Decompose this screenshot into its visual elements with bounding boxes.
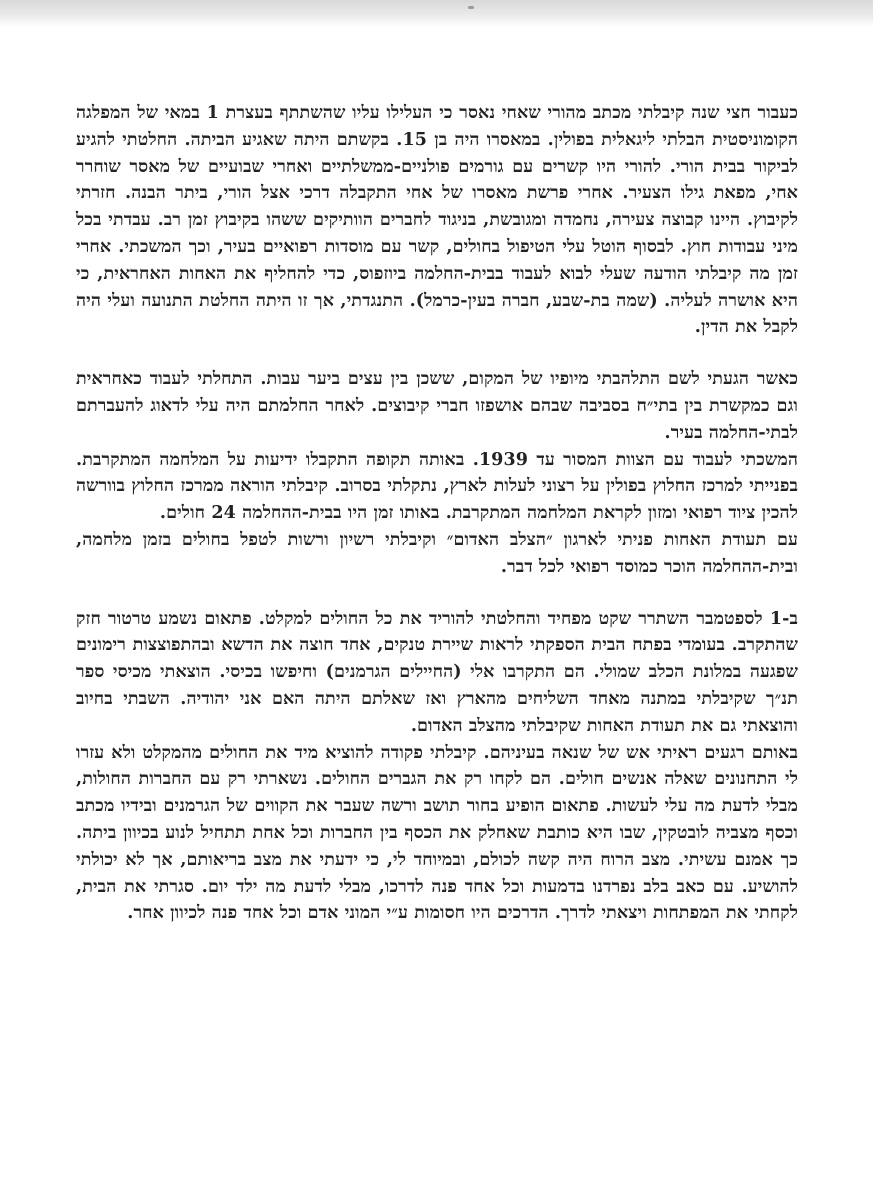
paragraph-war-approaching: המשכתי לעבוד עם הצוות המסור עד 1939. באותה תקופה התקבלו ידיעות על המלחמה המתקרבת. בפנייתי למרכז החלוץ בפולין על רצוני לעלות לארץ, נתקלתי בסרוב. קיבלתי הוראה ממרכז החלוץ בוורשה להכין ציוד רפואי ומזון לקראת המלחמה המתקרבת. באותו זמן היו בבית-ההחלמה 24 חולים.	[76, 449, 798, 524]
paragraph-brother-arrest: כעבור חצי שנה קיבלתי מכתב מהורי שאחי נאסר כי העלילו עליו שהשתתף בעצרת 1 במאי של המפלגה הקומוניסטית הבלתי ליגאלית בפולין. במאסרו היה בן 15. בקשתם היתה שאגיע הביתה. החלטתי להגיע לביקור בבית הורי. להורי היו קשרים עם גורמים פולניים-ממשלתיים ואחרי שבועיים של מאסר שוחרר אחי, מפאת גילו הצעיר. אחרי פרשת מאסרו של אחי התקבלה דרכי אצל הורי, ביתר הבנה. חזרתי לקיבוץ. היינו קבוצה צעירה, נחמדה ומגובשת, בניגוד לחברים הוותיקים ששהו בקיבוץ זמן רב. עבדתי בכל מיני עבודות חוץ. לבסוף הוטל עלי הטיפול בחולים, קשר עם מוסדות רפואיים בעיר, וכך המשכתי. אחרי זמן מה קיבלתי הודעה שעלי לבוא לעבוד בבית-החלמה ביוזפוס, כדי להחליף את האחות האחראית, כי היא אושרה לעליה. (שמה בת-שבע, חברה בעין-כרמל). התנגדתי, אך זו היתה החלטת התנועה ועלי היה לקבל את הדין.	[76, 103, 798, 338]
scanner-edge-shadow	[0, 0, 873, 26]
paragraph-september-first: ב-1 לספטמבר השתרר שקט מפחיד והחלטתי להוריד את כל החולים למקלט. פתאום נשמע טרטור חזק שהתקרב. בעומדי בפתח הבית הספקתי לראות שיירת טנקים, אחד חוצה את הדשא ובהתפוצצות רימונים שפגעה במלונת הכלב שמולי. הם התקרבו אלי (החיילים הגרמנים) וחיפשו בכיסי. הוצאתי מכיסי ספר תנ״ך שקיבלתי במתנה מאחד השליחים מהארץ ואז שאלתם היתה האם אני יהודיה. השבתי בחיוב והוצאתי גם את תעודת האחות שקיבלתי מהצלב האדום.	[76, 608, 798, 736]
paragraph-red-cross: עם תעודת האחות פניתי לארגון ״הצלב האדום״ וקיבלתי רשיון ורשות לטפל בחולים בזמן מלחמה, ובית-ההחלמה הוכר כמוסד רפואי לכל דבר.	[76, 529, 798, 577]
hebrew-text-body	[76, 100, 798, 927]
scanner-speck-mark	[468, 6, 474, 9]
paragraph-hatred-and-departure: באותם רגעים ראיתי אש של שנאה בעיניהם. קיבלתי פקודה להוציא מיד את החולים מהמקלט ולא עזרו לי התחנונים שאלה אנשים חולים. הם לקחו רק את הגברים החולים. נשארתי רק עם החברות החולות, מבלי לדעת מה עלי לעשות. פתאום הופיע בחור תושב ורשה שעבר את הקווים של הגרמנים ובידיו מכתב וכסף מצביה לובטקין, שבו היא כותבת שאחלק את הכסף בין החברות וכל אחת תתחיל לנוע בכיוון ביתה. כך אמנם עשיתי. מצב הרוח היה קשה לכולם, ובמיוחד לי, כי ידעתי את מצב בריאותם, אך לא יכולתי להושיע. עם כאב בלב נפרדנו בדמעות וכל אחד פנה לדרכו, מבלי לדעת מה ילד יום. סגרתי את הבית, לקחתי את המפתחות ויצאתי לדרך. הדרכים היו חסומות ע״י המוני אדם וכל אחד פנה לכיוון אחר.	[76, 742, 798, 924]
paragraph-forest-convalescent-home: כאשר הגעתי לשם התלהבתי מיופיו של המקום, ששכן בין עצים ביער עבות. התחלתי לעבוד כאחראית וגם כמקשרת בין בתי״ח בסביבה שבהם אושפזו חברי קיבוצים. לאחר החלמתם היה עלי לדאוג להעברתם לבתי-החלמה בעיר.	[76, 369, 798, 443]
